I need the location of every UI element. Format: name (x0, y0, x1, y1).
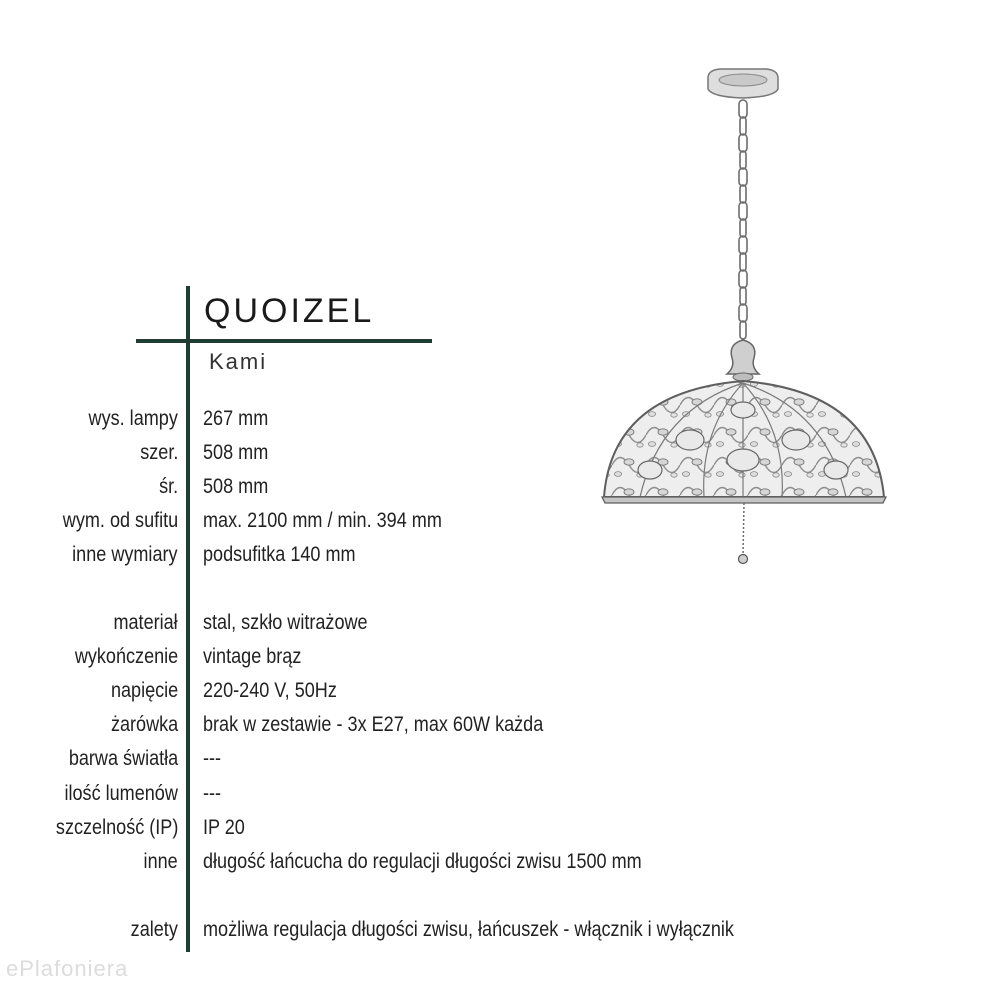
pendant-lamp-image (596, 64, 896, 574)
spec-value: IP 20 (203, 816, 245, 839)
spec-row (0, 713, 999, 743)
spec-value: możliwa regulacja długości zwisu, łańcuszek - włącznik i wyłącznik (203, 918, 734, 941)
spec-value: 220-240 V, 50Hz (203, 679, 337, 702)
spec-row (0, 679, 999, 709)
spec-row (0, 782, 999, 812)
spec-label: wykończenie (74, 645, 178, 668)
spec-label: śr. (158, 475, 178, 498)
spec-row (0, 850, 999, 880)
spec-row (0, 611, 999, 641)
spec-row (0, 816, 999, 846)
spec-value: 508 mm (203, 441, 269, 464)
spec-value: 508 mm (203, 475, 269, 498)
spec-label: żarówka (110, 713, 178, 736)
spec-label: ilość lumenów (64, 782, 178, 805)
watermark-logo: ePlafoniera (6, 956, 129, 981)
spec-label: materiał (113, 611, 178, 634)
spec-value: podsufitka 140 mm (203, 543, 356, 566)
spec-label: szczelność (IP) (55, 816, 178, 839)
spec-value: max. 2100 mm / min. 394 mm (203, 509, 442, 532)
spec-label: napięcie (110, 679, 178, 702)
spec-value: --- (203, 782, 222, 805)
spec-label: inne wymiary (72, 543, 178, 566)
spec-label: szer. (139, 441, 178, 464)
horizontal-divider (136, 339, 432, 343)
spec-label: wys. lampy (88, 407, 178, 430)
spec-value: długość łańcucha do regulacji długości zwisu 1500 mm (203, 850, 642, 873)
model-name: Kami (209, 349, 268, 374)
spec-label: inne (143, 850, 178, 873)
spec-label: barwa światła (68, 747, 178, 770)
spec-value: brak w zestawie - 3x E27, max 60W każda (203, 713, 544, 736)
spec-row (0, 747, 999, 777)
spec-row (0, 645, 999, 675)
spec-value: vintage brąz (203, 645, 302, 668)
spec-label: zalety (130, 918, 178, 941)
spec-value: stal, szkło witrażowe (203, 611, 368, 634)
spec-label: wym. od sufitu (62, 509, 178, 532)
brand-name: QUOIZEL (204, 292, 375, 330)
spec-value: 267 mm (203, 407, 269, 430)
spec-value: --- (203, 747, 222, 770)
spec-row (0, 918, 999, 948)
